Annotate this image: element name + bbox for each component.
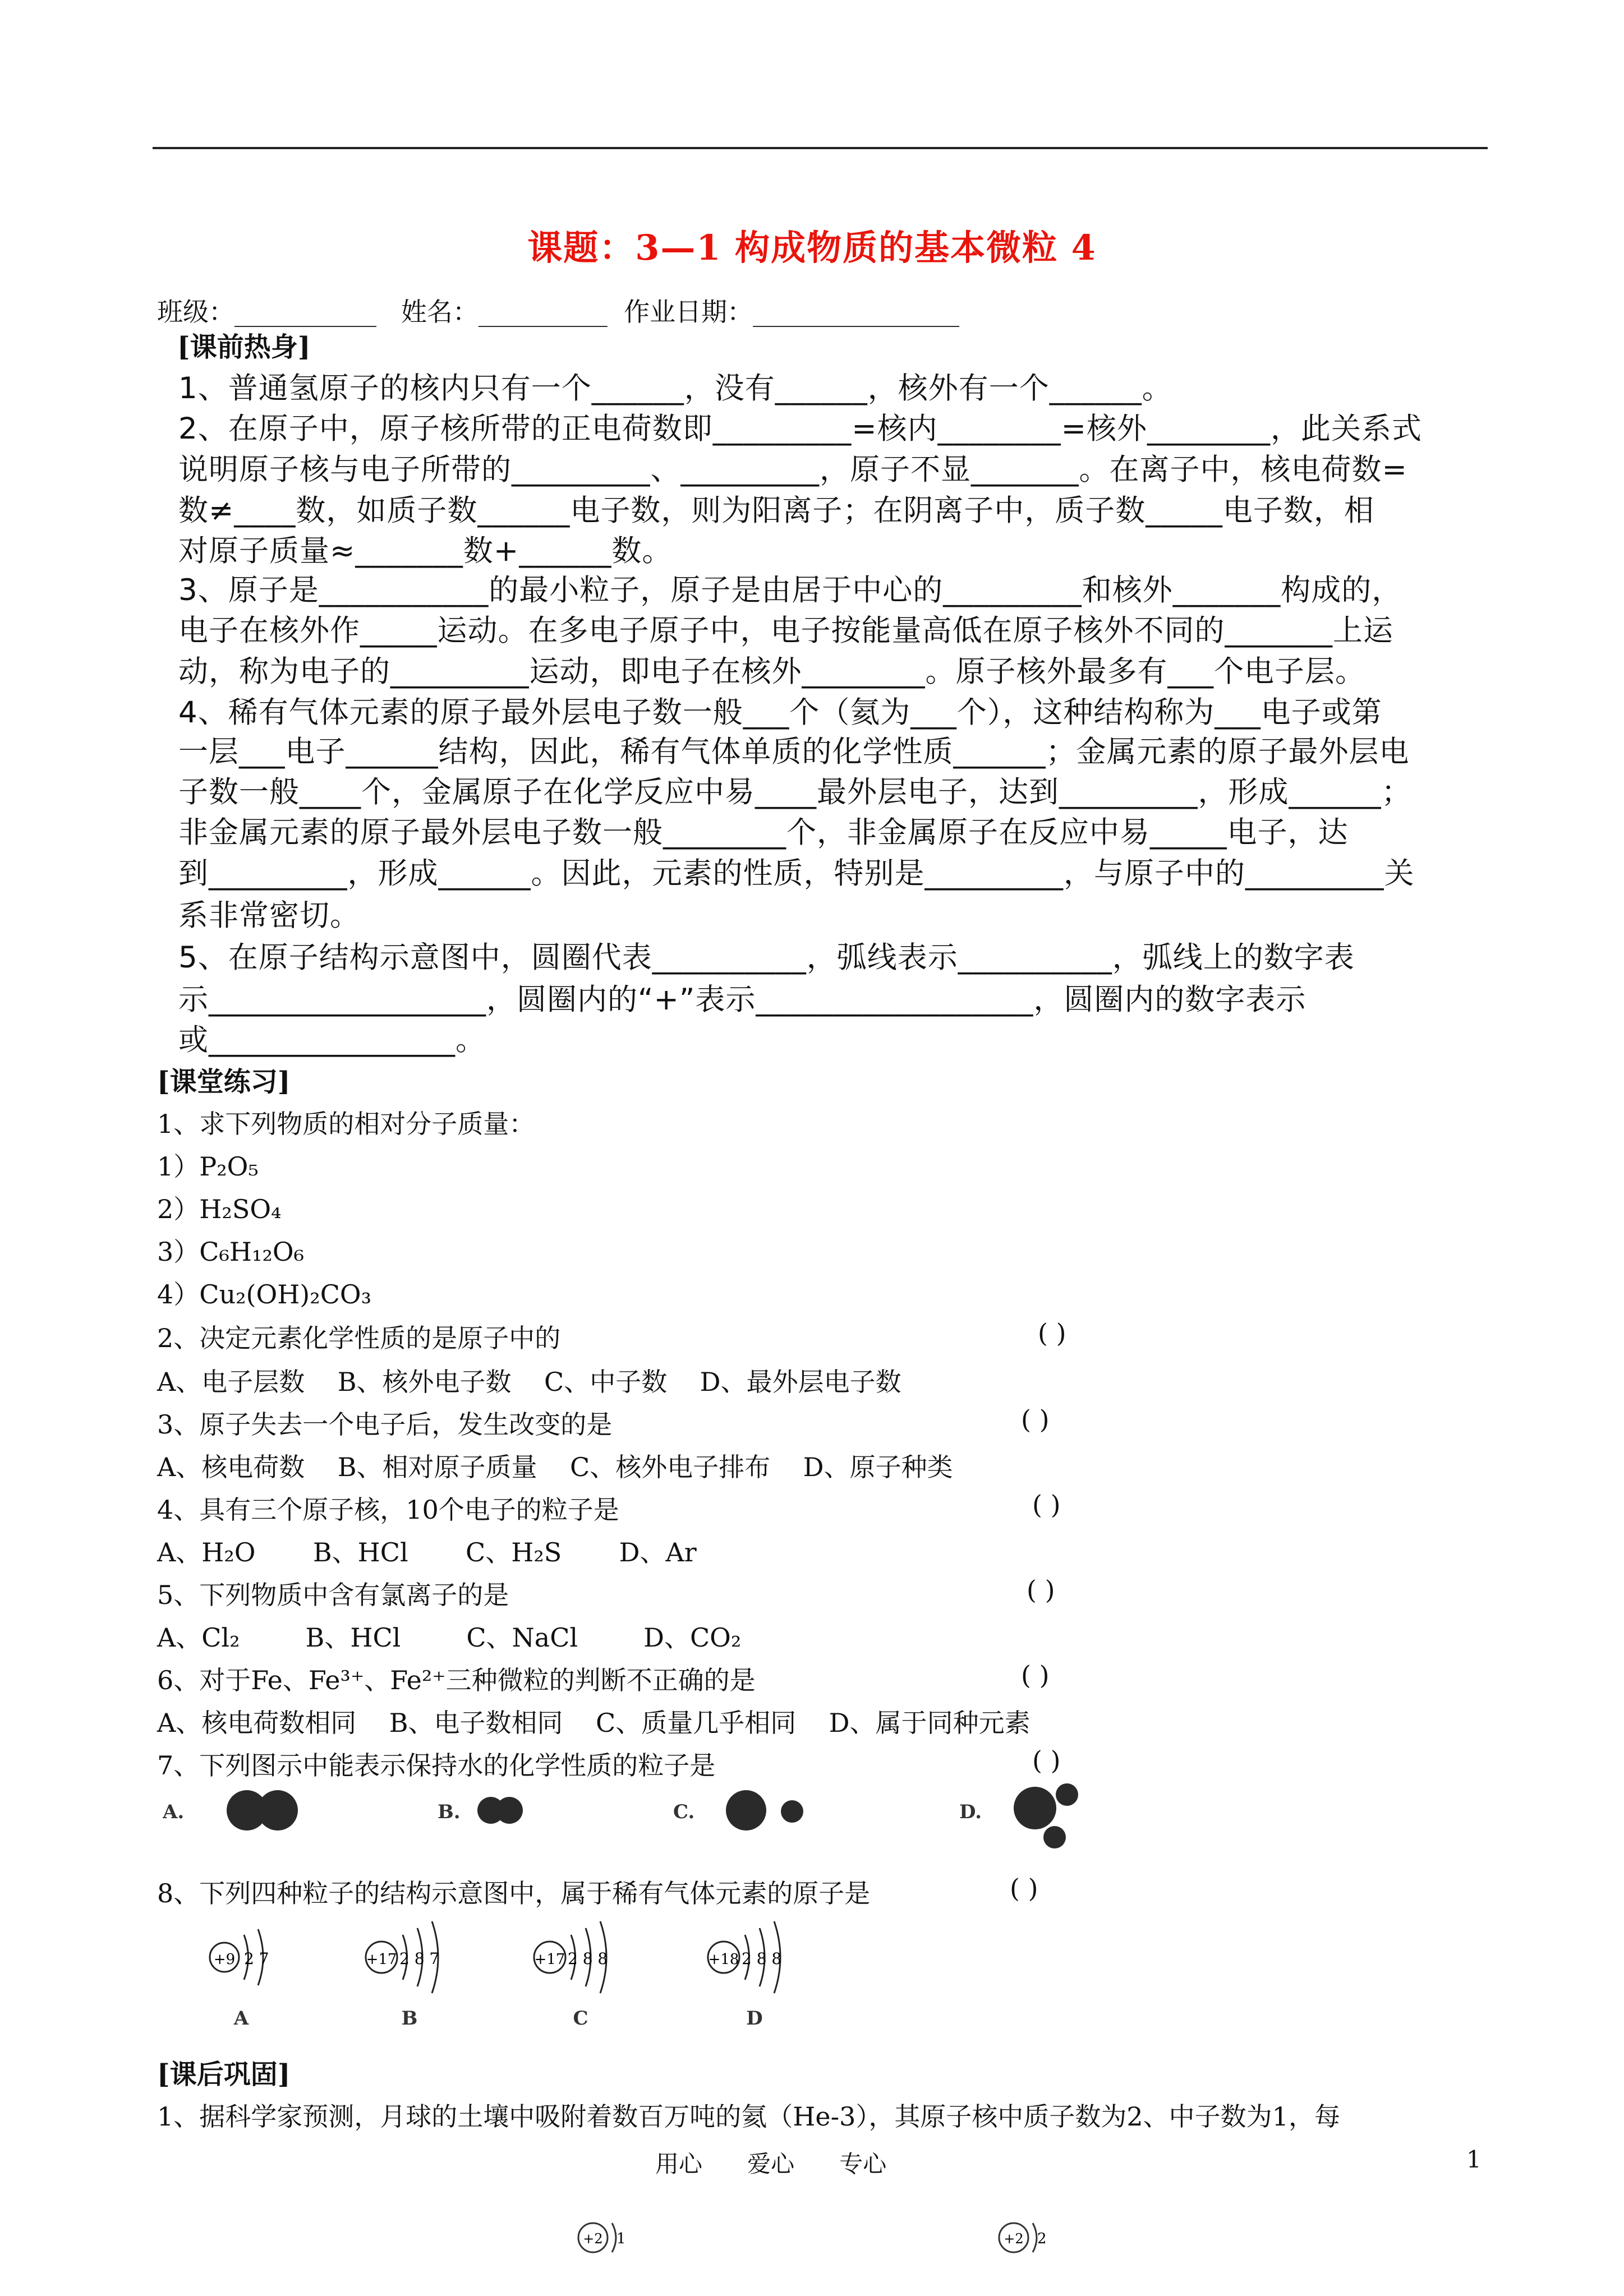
svg-text:A: A (233, 2007, 249, 2030)
q7-molecule-figures (163, 1783, 1144, 1851)
warmup-line: 一层___电子______结构，因此，稀有气体单质的化学性质______；金属元素的原子最外层电 (178, 735, 1410, 769)
formula-2: 2）H₂SO₄ (157, 1194, 282, 1224)
warmup-line: 5、在原子结构示意图中，圆圈代表__________，弧线表示__________，弧线上的数字表 (178, 940, 1355, 975)
footer-atom-diagram-2 (996, 2215, 1052, 2260)
footer-atom-diagram-1 (575, 2215, 631, 2260)
warmup-line: 1、普通氢原子的核内只有一个______，没有______，核外有一个______。 (178, 371, 1172, 405)
answer-paren-6: ( ) (1021, 1660, 1050, 1690)
question-3: 3、原子失去一个电子后，发生改变的是 (157, 1409, 613, 1440)
warmup-line: 或________________。 (178, 1023, 486, 1057)
question-7: 7、下列图示中能表示保持水的化学性质的粒子是 (157, 1750, 716, 1781)
warmup-line: 非金属元素的原子最外层电子数一般________个，非金属原子在反应中易_____电子，达 (178, 815, 1349, 850)
answer-paren-7: ( ) (1032, 1745, 1061, 1776)
footer-motto: 用心 爱心 专心 (655, 2150, 887, 2178)
svg-text:D: D (746, 2007, 763, 2030)
section-practice: [课堂练习] (157, 1066, 291, 1098)
student-info: 班级：___________ 姓名：__________ 作业日期：________________ (157, 297, 960, 327)
warmup-line: 数≠____数，如质子数______电子数，则为阳离子；在阴离子中，质子数_____电子数，相 (178, 494, 1374, 528)
atom-diagram-d (708, 1921, 781, 2030)
header-rule (153, 147, 1488, 149)
warmup-line: 3、原子是___________的最小粒子，原子是由居于中心的_________和核外_______构成的， (178, 573, 1402, 607)
svg-text:+2: +2 (1004, 2231, 1024, 2247)
question-6: 6、对于Fe、Fe³⁺、Fe²⁺三种微粒的判断不正确的是 (157, 1665, 756, 1695)
warmup-line: 对原子质量≈_______数+______数。 (178, 534, 673, 568)
question-8: 8、下列四种粒子的结构示意图中，属于稀有气体元素的原子是 (157, 1878, 871, 1908)
svg-text:+17: +17 (534, 1951, 565, 1968)
warmup-line: 说明原子核与电子所带的_________、_________，原子不显_______。在离子中，核电荷数= (178, 453, 1407, 487)
molecule-d-atom (1056, 1783, 1078, 1806)
answer-paren-2: ( ) (1038, 1318, 1066, 1348)
svg-text:2 8 7: 2 8 7 (399, 1949, 440, 1968)
q7-label-c: C. (673, 1801, 695, 1823)
molecule-b-atom (496, 1797, 523, 1824)
options-2: A、电子层数 B、核外电子数 C、中子数 D、最外层电子数 (157, 1367, 901, 1397)
warmup-line: 示__________________，圆圈内的“+”表示__________________，圆圈内的数字表示 (178, 983, 1306, 1017)
warmup-line: 电子在核外作_____运动。在多电子原子中，电子按能量高低在原子核外不同的_______上运 (178, 614, 1393, 648)
atom-diagram-a (210, 1929, 269, 2030)
svg-text:2 8 8: 2 8 8 (742, 1949, 782, 1968)
svg-text:2 8 8: 2 8 8 (568, 1949, 608, 1968)
answer-paren-8: ( ) (1010, 1873, 1038, 1903)
svg-text:1: 1 (617, 2230, 626, 2247)
question-1: 1、求下列物质的相对分子质量： (157, 1109, 535, 1139)
molecule-d-atom (1014, 1787, 1056, 1829)
atom-diagram-b (366, 1921, 439, 2030)
answer-paren-4: ( ) (1032, 1490, 1061, 1520)
svg-text:C: C (573, 2007, 588, 2030)
formula-1: 1）P₂O₅ (157, 1151, 259, 1182)
q7-label-d: D. (959, 1801, 982, 1823)
atom-diagram-c (534, 1921, 608, 2030)
question-5: 5、下列物质中含有氯离子的是 (157, 1580, 509, 1610)
answer-paren-5: ( ) (1027, 1575, 1055, 1605)
question-2: 2、决定元素化学性质的是原子中的 (157, 1323, 561, 1353)
section-after: [课后巩固] (157, 2059, 291, 2090)
options-3: A、核电荷数 B、相对原子质量 C、核外电子排布 D、原子种类 (157, 1452, 953, 1482)
options-5: A、Cl₂ B、HCl C、NaCl D、CO₂ (157, 1622, 742, 1653)
warmup-line: 系非常密切。 (178, 898, 360, 933)
formula-4: 4）Cu₂(OH)₂CO₃ (157, 1279, 372, 1310)
molecule-d-atom (1043, 1826, 1066, 1848)
molecule-a-atom (257, 1790, 298, 1831)
section-warmup: [课前热身] (177, 331, 311, 363)
options-6: A、核电荷数相同 B、电子数相同 C、质量几乎相同 D、属于同种元素 (157, 1708, 1030, 1738)
svg-text:2 7: 2 7 (244, 1949, 269, 1968)
molecule-c-atom (726, 1790, 766, 1831)
warmup-line: 子数一般____个，金属原子在化学反应中易____最外层电子，达到_________，形成______； (178, 775, 1412, 809)
q8-atom-diagrams (191, 1912, 864, 2036)
svg-text:+2: +2 (583, 2231, 603, 2247)
svg-text:+9: +9 (213, 1951, 236, 1968)
svg-text:B: B (401, 2007, 418, 2030)
svg-text:+17: +17 (366, 1951, 397, 1968)
answer-paren-3: ( ) (1021, 1404, 1050, 1435)
page-title: 课题：3—1 构成物质的基本微粒 4 (527, 227, 1097, 268)
svg-text:2: 2 (1037, 2230, 1047, 2247)
q7-label-a: A. (163, 1801, 185, 1823)
warmup-line: 动，称为电子的_________运动，即电子在核外________。原子核外最多有___个电子层。 (178, 654, 1365, 689)
formula-3: 3）C₆H₁₂O₆ (157, 1237, 305, 1267)
warmup-line: 到_________，形成______。因此，元素的性质，特别是_________，与原子中的_________关 (178, 856, 1415, 891)
svg-text:+18: +18 (708, 1951, 739, 1968)
q7-label-b: B. (438, 1801, 461, 1823)
after-question-1: 1、据科学家预测，月球的土壤中吸附着数百万吨的氦（He-3），其原子核中质子数为2、中子数为1，每 (157, 2101, 1340, 2132)
question-4: 4、具有三个原子核，10个电子的粒子是 (157, 1495, 619, 1525)
options-4: A、H₂O B、HCl C、H₂S D、Ar (157, 1537, 697, 1567)
page-number: 1 (1466, 2146, 1482, 2173)
molecule-c-atom (781, 1800, 803, 1823)
warmup-line: 2、在原子中，原子核所带的正电荷数即_________=核内________=核外________，此关系式 (178, 412, 1423, 446)
warmup-line: 4、稀有气体元素的原子最外层电子数一般___个（氦为___个），这种结构称为___电子或第 (178, 695, 1382, 730)
